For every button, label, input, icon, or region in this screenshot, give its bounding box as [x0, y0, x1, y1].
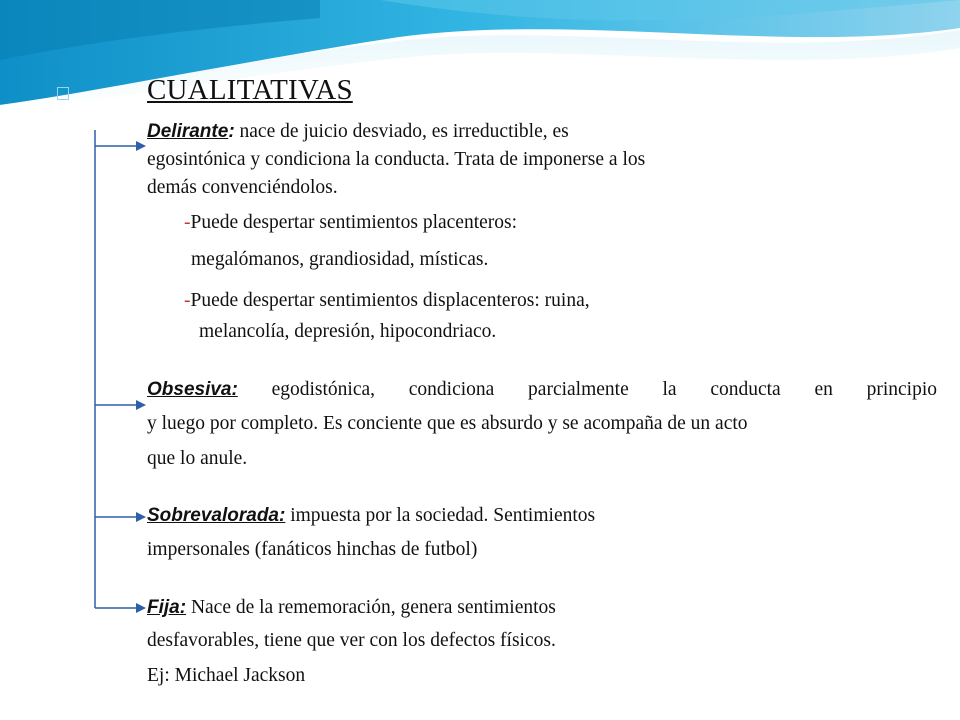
subpoint-displacenteros-text: Puede despertar sentimientos displacenteros: ruina,: [190, 290, 590, 311]
obsesiva-text-3: que lo anule.: [147, 448, 248, 469]
arrow-fija-icon: [136, 603, 146, 613]
subpoint-placenteros-text: Puede despertar sentimientos placenteros:: [190, 212, 518, 233]
delirante-text-1: nace de juicio desviado, es irreductible, es: [239, 121, 569, 142]
delirante-text-2: egosintónica y condiciona la conducta. Trata de imponerse a los: [147, 149, 646, 170]
term-sobrevalorada: Sobrevalorada:: [147, 505, 286, 526]
subpoint-dash: -: [184, 290, 191, 311]
term-fija: Fija:: [147, 597, 187, 618]
slide-title: CUALITATIVAS: [147, 74, 353, 106]
obsesiva-text-1: egodistónica, condiciona parcialmente la conducta en principio: [271, 379, 937, 400]
sobrevalorada-line-1: [147, 505, 595, 527]
fija-example: Ej: Michael Jackson: [147, 665, 306, 686]
subpoint-dash: -: [184, 212, 191, 233]
subpoint-displacenteros-examples: melancolía, depresión, hipocondriaco.: [199, 321, 497, 342]
term-delirante-colon: :: [228, 121, 235, 142]
delirante-line-1: [147, 121, 569, 143]
obsesiva-line-1: [147, 379, 937, 401]
fija-line-1: [147, 597, 556, 619]
fija-text-1: Nace de la rememoración, genera sentimientos: [190, 597, 556, 618]
delirante-text-3: demás convenciéndolos.: [147, 177, 338, 198]
term-obsesiva: Obsesiva:: [147, 379, 238, 400]
header-wave-decoration: [0, 0, 960, 115]
sobrevalorada-text-1: impuesta por la sociedad. Sentimientos: [290, 505, 596, 526]
subpoint-placenteros-examples: megalómanos, grandiosidad, místicas.: [191, 249, 489, 270]
title-bullet-icon: [57, 87, 69, 100]
term-delirante: Delirante: [147, 121, 229, 142]
subpoint-displacenteros: [184, 290, 590, 312]
subpoint-placenteros: [184, 212, 517, 234]
arrow-sobrevalorada-icon: [136, 512, 146, 522]
sobrevalorada-text-2: impersonales (fanáticos hinchas de futbol): [147, 539, 478, 560]
obsesiva-text-2: y luego por completo. Es conciente que es absurdo y se acompaña de un acto: [147, 413, 748, 434]
arrow-obsesiva-icon: [136, 400, 146, 410]
arrow-delirante-icon: [136, 141, 146, 151]
fija-text-2: desfavorables, tiene que ver con los defectos físicos.: [147, 630, 556, 651]
